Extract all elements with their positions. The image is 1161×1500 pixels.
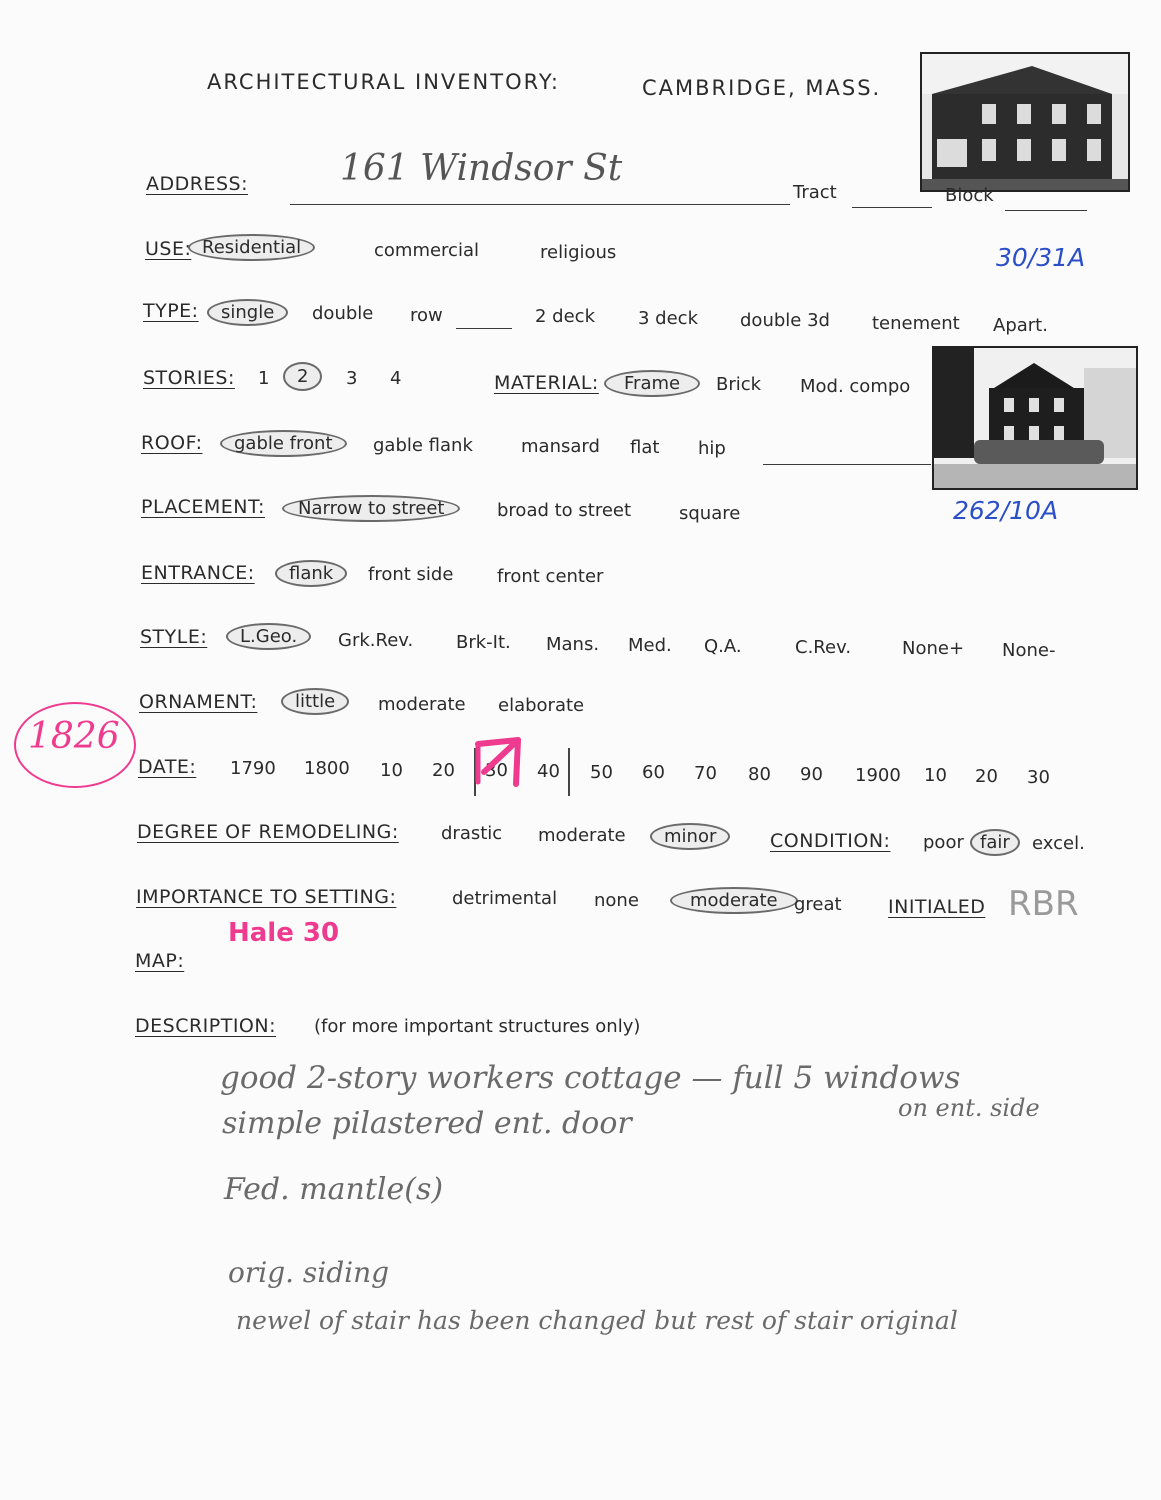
ornament-option-little: little bbox=[281, 688, 349, 715]
date-option-30: 30 bbox=[485, 760, 508, 781]
style-option-qa: Q.A. bbox=[704, 636, 742, 657]
style-option-grkrev: Grk.Rev. bbox=[338, 630, 414, 651]
tract-line bbox=[852, 207, 932, 208]
use-option-commercial: commercial bbox=[374, 240, 479, 261]
house-photo-street bbox=[932, 346, 1138, 490]
date-option-80: 80 bbox=[748, 764, 771, 785]
description-line-3: simple pilastered ent. door bbox=[222, 1106, 632, 1141]
style-option-none-plus: None+ bbox=[902, 638, 965, 659]
stories-option-4: 4 bbox=[390, 368, 402, 389]
stories-label: STORIES: bbox=[143, 367, 235, 389]
date-option-10b: 10 bbox=[924, 765, 947, 786]
initialed-value: RBR bbox=[1008, 884, 1079, 924]
importance-option-moderate: moderate bbox=[670, 887, 798, 914]
description-label: DESCRIPTION: bbox=[135, 1015, 277, 1037]
condition-option-excel: excel. bbox=[1032, 833, 1085, 854]
block-line bbox=[1005, 210, 1087, 211]
date-label: DATE: bbox=[138, 756, 197, 778]
material-label: MATERIAL: bbox=[494, 372, 599, 394]
address-value: 161 Windsor St bbox=[340, 148, 623, 189]
roof-option-hip: hip bbox=[698, 438, 726, 459]
date-option-60: 60 bbox=[642, 762, 665, 783]
placement-label: PLACEMENT: bbox=[141, 496, 265, 518]
remodeling-option-drastic: drastic bbox=[441, 823, 503, 844]
date-bracket-right bbox=[568, 748, 570, 796]
date-option-10: 10 bbox=[380, 760, 403, 781]
condition-option-poor: poor bbox=[923, 832, 964, 853]
entrance-option-flank: flank bbox=[275, 560, 347, 587]
remodeling-option-moderate: moderate bbox=[538, 825, 626, 846]
material-option-modcompo: Mod. compo bbox=[800, 376, 911, 397]
date-option-90: 90 bbox=[800, 764, 823, 785]
house-photo-front bbox=[920, 52, 1130, 192]
form-title: ARCHITECTURAL INVENTORY: bbox=[207, 70, 560, 94]
photo-code-top: 30/31A bbox=[996, 243, 1086, 272]
stories-option-2: 2 bbox=[283, 362, 322, 391]
address-line bbox=[290, 204, 790, 205]
roof-option-gable-flank: gable flank bbox=[373, 435, 473, 456]
roof-label: ROOF: bbox=[141, 432, 203, 454]
date-option-50: 50 bbox=[590, 762, 613, 783]
style-option-crev: C.Rev. bbox=[795, 637, 852, 658]
style-option-brkit: Brk-It. bbox=[456, 632, 511, 653]
remodeling-label: DEGREE OF REMODELING: bbox=[137, 821, 399, 843]
description-line-1: good 2-story workers cottage — full 5 windows bbox=[220, 1060, 961, 1096]
type-option-3deck: 3 deck bbox=[638, 308, 698, 329]
map-note: Hale 30 bbox=[228, 918, 340, 948]
roof-option-gable-front: gable front bbox=[220, 430, 347, 457]
type-label: TYPE: bbox=[143, 300, 199, 322]
roof-option-mansard: mansard bbox=[521, 436, 600, 457]
type-option-tenement: tenement bbox=[872, 313, 960, 334]
photo-code-bottom: 262/10A bbox=[953, 496, 1059, 525]
tract-label: Tract bbox=[793, 182, 837, 203]
style-option-med: Med. bbox=[628, 635, 672, 656]
type-option-double: double bbox=[312, 303, 374, 324]
description-line-6: newel of stair has been changed but rest of stair original bbox=[236, 1306, 958, 1335]
date-option-20b: 20 bbox=[975, 766, 998, 787]
description-line-5: orig. siding bbox=[228, 1256, 390, 1289]
importance-option-detrimental: detrimental bbox=[452, 888, 558, 909]
map-label: MAP: bbox=[135, 950, 185, 972]
type-option-single: single bbox=[207, 299, 288, 326]
remodeling-option-minor: minor bbox=[650, 823, 730, 850]
date-option-30b: 30 bbox=[1027, 767, 1050, 788]
placement-option-square: square bbox=[679, 503, 741, 524]
use-label: USE: bbox=[145, 238, 192, 260]
style-option-none-minus: None- bbox=[1002, 640, 1056, 661]
ornament-option-elaborate: elaborate bbox=[498, 695, 585, 716]
style-option-lgeo: L.Geo. bbox=[226, 623, 311, 650]
use-option-residential: Residential bbox=[188, 234, 315, 261]
stories-option-3: 3 bbox=[346, 368, 358, 389]
block-label: Block bbox=[945, 185, 994, 206]
ornament-option-moderate: moderate bbox=[378, 694, 466, 715]
date-option-70: 70 bbox=[694, 763, 717, 784]
type-option-2deck: 2 deck bbox=[535, 306, 595, 327]
placement-option-broad: broad to street bbox=[497, 500, 632, 521]
ornament-label: ORNAMENT: bbox=[139, 691, 258, 713]
condition-option-fair: fair bbox=[970, 829, 1020, 856]
stories-option-1: 1 bbox=[258, 368, 270, 389]
description-hint: (for more important structures only) bbox=[314, 1016, 641, 1037]
importance-label: IMPORTANCE TO SETTING: bbox=[136, 886, 397, 908]
entrance-option-front-side: front side bbox=[368, 564, 454, 585]
type-option-double3d: double 3d bbox=[740, 310, 830, 331]
entrance-label: ENTRANCE: bbox=[141, 562, 255, 584]
circled-year: 1826 bbox=[28, 716, 120, 757]
entrance-option-front-center: front center bbox=[497, 566, 604, 587]
material-option-brick: Brick bbox=[716, 374, 762, 395]
initialed-label: INITIALED bbox=[888, 896, 986, 918]
date-option-1900: 1900 bbox=[855, 765, 901, 786]
form-city: CAMBRIDGE, MASS. bbox=[642, 76, 882, 100]
condition-label: CONDITION: bbox=[770, 830, 891, 852]
type-option-apart: Apart. bbox=[993, 315, 1048, 336]
type-option-row: row bbox=[410, 305, 443, 326]
importance-option-great: great bbox=[794, 894, 842, 915]
description-line-4: Fed. mantle(s) bbox=[224, 1172, 444, 1207]
date-option-1800: 1800 bbox=[304, 758, 350, 779]
style-option-mans: Mans. bbox=[546, 634, 600, 655]
roof-other-blank bbox=[763, 464, 931, 465]
placement-option-narrow: Narrow to street bbox=[282, 495, 460, 522]
material-option-frame: Frame bbox=[604, 370, 700, 397]
style-label: STYLE: bbox=[140, 626, 208, 648]
importance-option-none: none bbox=[594, 890, 639, 911]
date-option-1790: 1790 bbox=[230, 758, 276, 779]
use-option-religious: religious bbox=[540, 242, 617, 263]
type-row-blank bbox=[456, 328, 512, 329]
description-line-2: on ent. side bbox=[898, 1094, 1040, 1122]
date-option-40: 40 bbox=[537, 761, 560, 782]
date-option-20: 20 bbox=[432, 760, 455, 781]
roof-option-flat: flat bbox=[630, 437, 660, 458]
address-label: ADDRESS: bbox=[146, 173, 248, 195]
pink-arrow-mark bbox=[470, 726, 530, 792]
